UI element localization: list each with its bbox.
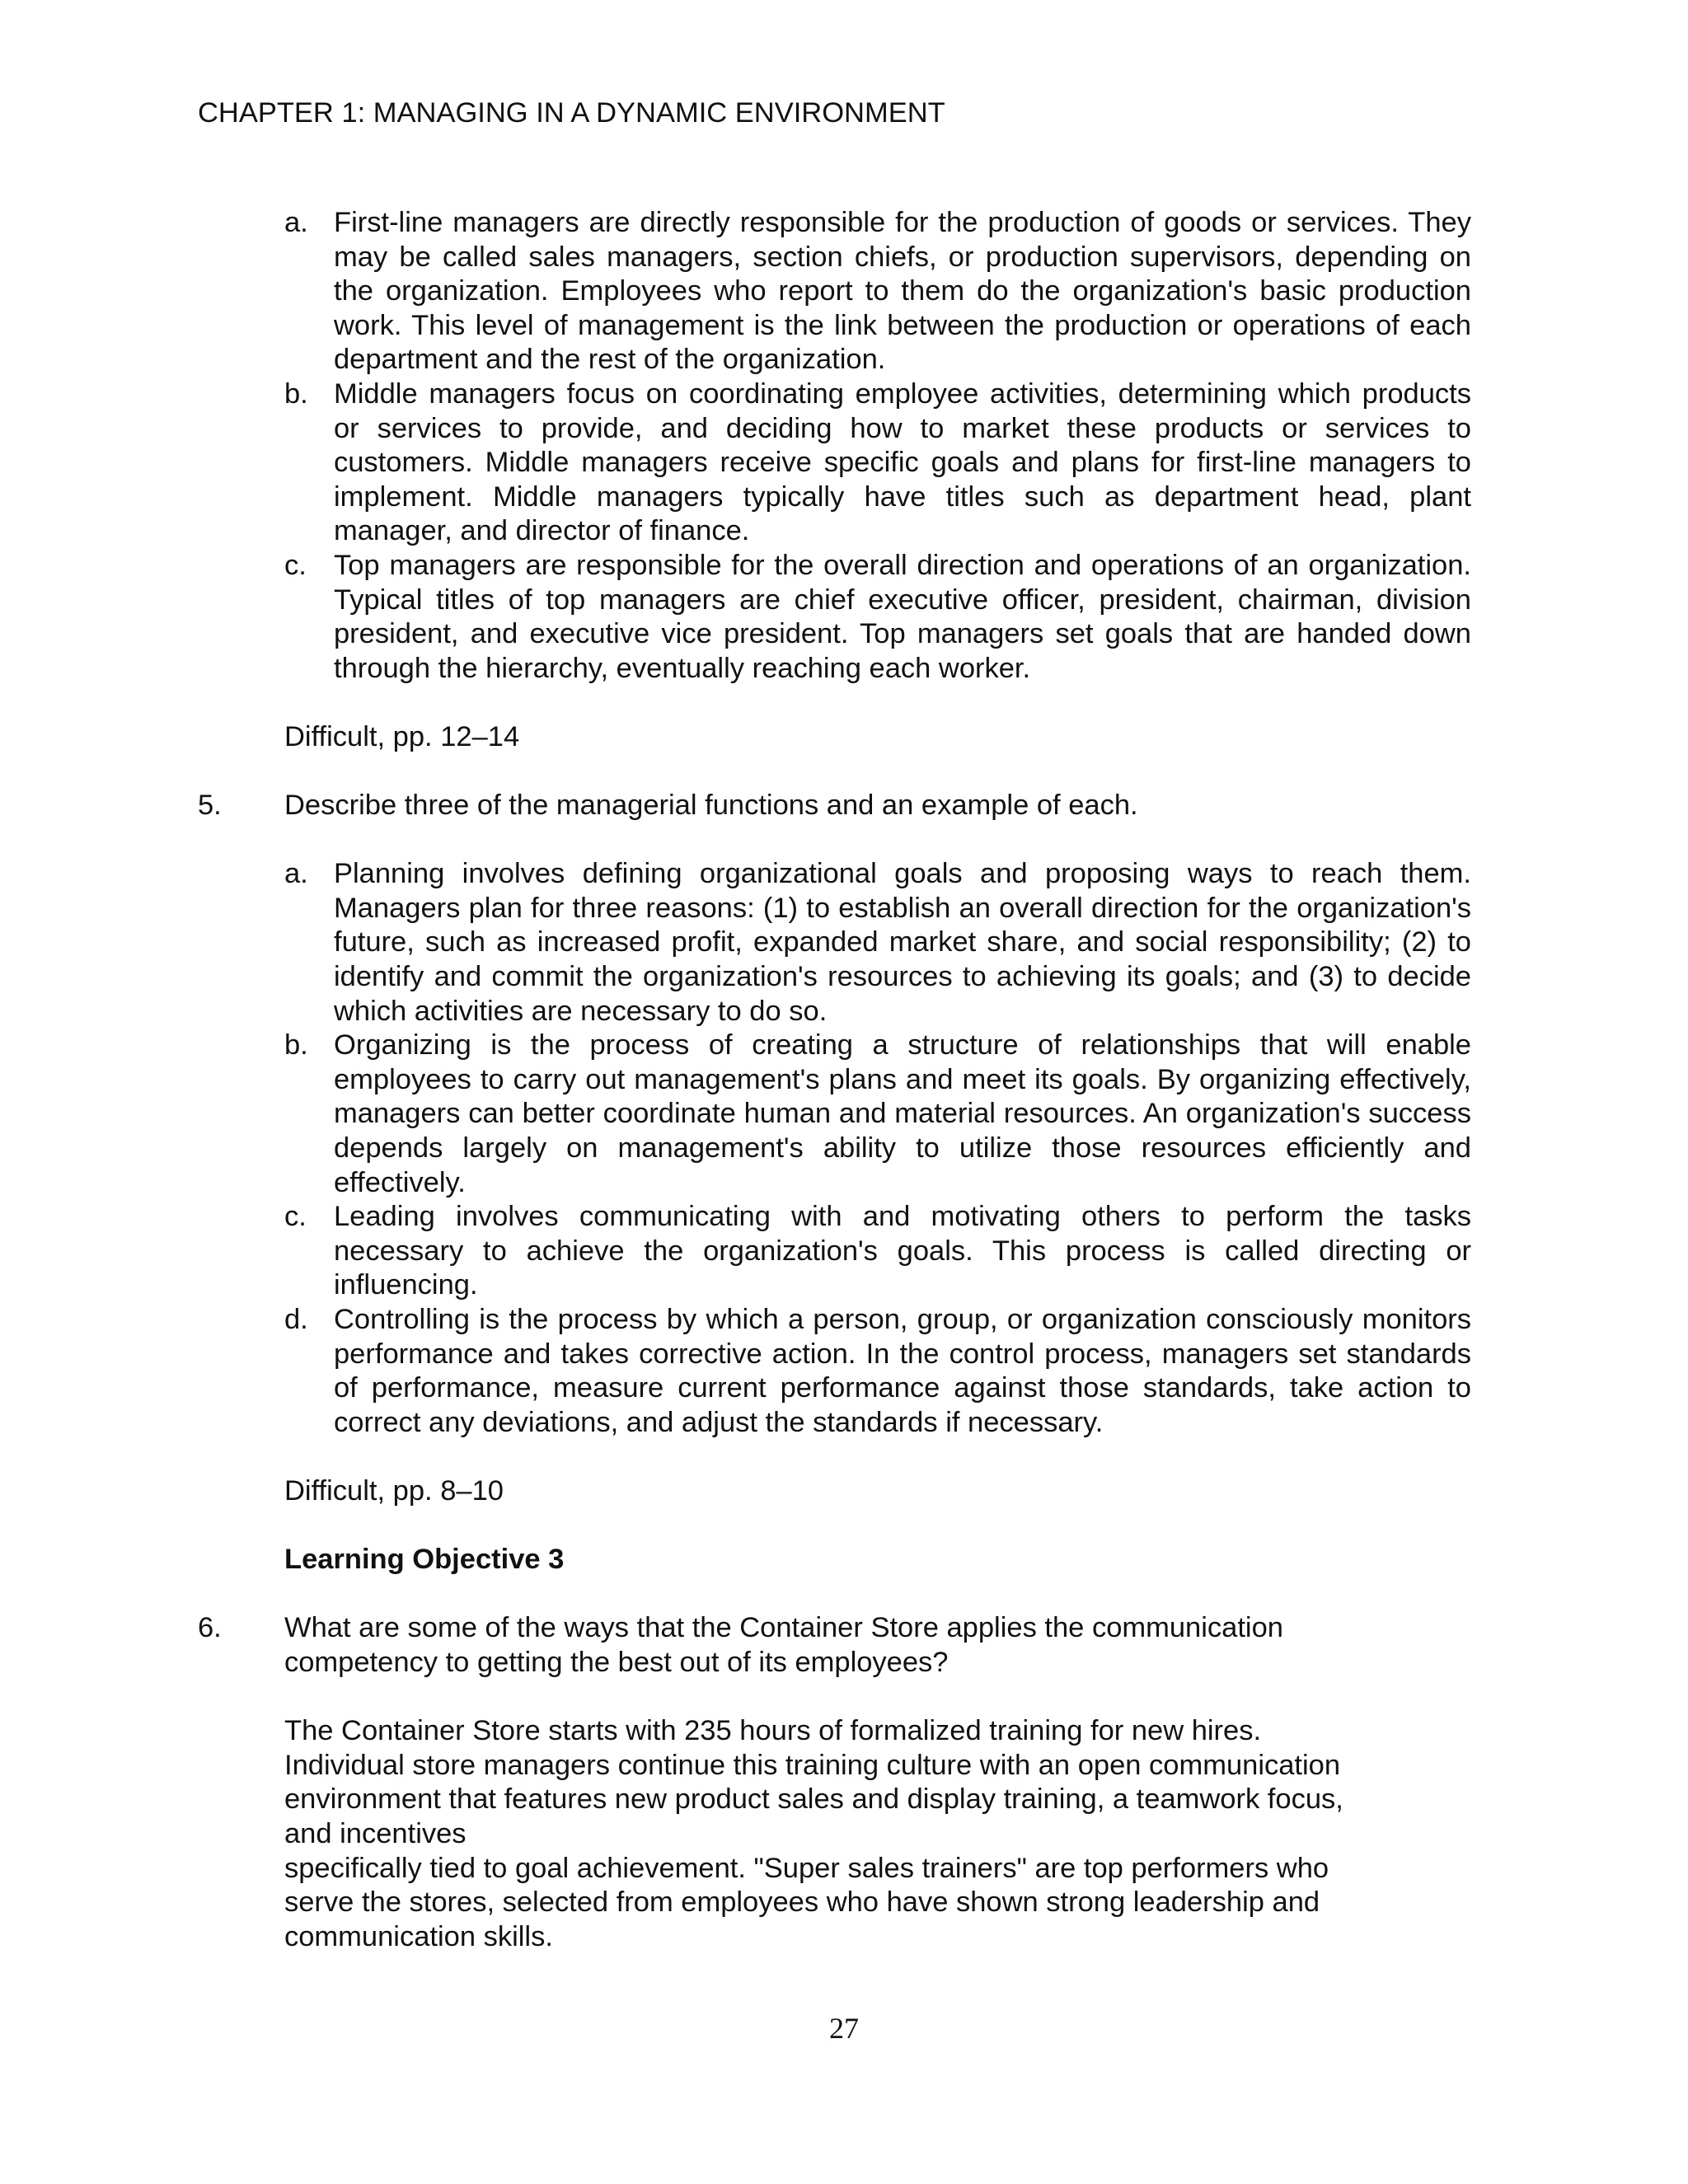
answer-line: Individual store managers continue this training culture with an open communication bbox=[284, 1749, 1341, 1781]
answer-line: serve the stores, selected from employees who have shown strong leadership and bbox=[284, 1886, 1320, 1919]
difficulty-label: Difficult, pp. 8–10 bbox=[284, 1474, 504, 1507]
answer-line: and incentives bbox=[284, 1817, 467, 1849]
question-text bbox=[284, 1611, 1471, 1680]
list-item-text: Planning involves defining organizational goals and proposing ways to reach them. Managers plan for three reasons: (1) to establish an overall direction for the organization's future, such as increased profit, expanded market share, and social responsibility; (2) to identify and commit the organization's resources to achieving its goals; and (3) to decide which activities are necessary to do so. bbox=[334, 858, 1471, 1027]
answer-line: environment that features new product sales and display training, a teamwork focus, bbox=[284, 1783, 1343, 1816]
list-marker: c. bbox=[284, 549, 307, 581]
list-item bbox=[284, 857, 1471, 1029]
list-marker: c. bbox=[284, 1201, 307, 1233]
list-item-text: First-line managers are directly responsible for the production of goods or services. They may be called sales managers, section chiefs, or production supervisors, depending on the organization. Employees who report to them do the organization's basic production work. This level of management is the link between the production or operations of each department and the rest of the organization. bbox=[334, 207, 1471, 376]
list-item-text: Controlling is the process by which a person, group, or organization consciously monitors performance and takes corrective action. In the control process, managers set standards of performance, measure current performance against those standards, take action to correct any deviations, and adjust the standards if necessary. bbox=[334, 1304, 1471, 1438]
list-marker: b. bbox=[284, 1029, 308, 1062]
page-number: 27 bbox=[829, 2012, 859, 2045]
list-marker: a. bbox=[284, 858, 308, 890]
list-item-text: Top managers are responsible for the overall direction and operations of an organization. Typical titles of top managers are chief executive officer, president, chairman, division president, and executive vice president. Top managers set goals that are handed down through the hierarchy, eventually reaching each worker. bbox=[334, 549, 1471, 684]
list-item bbox=[284, 1303, 1471, 1440]
list-item bbox=[284, 1200, 1471, 1303]
list-marker: a. bbox=[284, 207, 308, 238]
q4-answer-list bbox=[284, 206, 1471, 686]
list-item bbox=[284, 206, 1471, 377]
question-text: Describe three of the managerial functions and an example of each. bbox=[284, 790, 1138, 822]
list-item-text: Middle managers focus on coordinating employee activities, determining which products or services to provide, and deciding how to market these products or services to customers. Middle managers receive specific goals and plans for first-line managers to implement. Middle managers typically have titles such as department head, plant manager, and director of finance. bbox=[334, 377, 1471, 547]
question-number: 5. bbox=[198, 790, 222, 822]
question-line: competency to getting the best out of its employees? bbox=[284, 1646, 949, 1678]
learning-objective-heading: Learning Objective 3 bbox=[284, 1544, 565, 1576]
q5-answer-list bbox=[284, 857, 1471, 1440]
list-marker: b. bbox=[284, 377, 308, 410]
answer-line: The Container Store starts with 235 hours of formalized training for new hires. bbox=[284, 1715, 1262, 1747]
question-line: What are some of the ways that the Container Store applies the communication bbox=[284, 1612, 1283, 1644]
list-item bbox=[284, 1029, 1471, 1200]
answer-line: communication skills. bbox=[284, 1920, 553, 1952]
question-6 bbox=[198, 1611, 1471, 1680]
question-5 bbox=[198, 789, 1471, 823]
list-item-text: Leading involves communicating with and motivating others to perform the tasks necessary to achieve the organization's goals. This process is called directing or influencing. bbox=[334, 1201, 1471, 1301]
list-marker: d. bbox=[284, 1304, 308, 1335]
list-item bbox=[284, 549, 1471, 686]
question-number: 6. bbox=[198, 1612, 222, 1644]
list-item-text: Organizing is the process of creating a structure of relationships that will enable employees to carry out management's plans and meet its goals. By organizing effectively, managers can better coordinate human and material resources. An organization's success depends largely on management's ability to utilize those resources efficiently and effectively. bbox=[334, 1029, 1471, 1198]
difficulty-label: Difficult, pp. 12–14 bbox=[284, 720, 520, 752]
page-content bbox=[198, 206, 1471, 1954]
answer-line: specifically tied to goal achievement. "Super sales trainers" are top performers who bbox=[284, 1852, 1329, 1884]
question-6-answer bbox=[284, 1714, 1471, 1954]
list-item bbox=[284, 377, 1471, 549]
chapter-header: CHAPTER 1: MANAGING IN A DYNAMIC ENVIRONMENT bbox=[198, 97, 945, 129]
